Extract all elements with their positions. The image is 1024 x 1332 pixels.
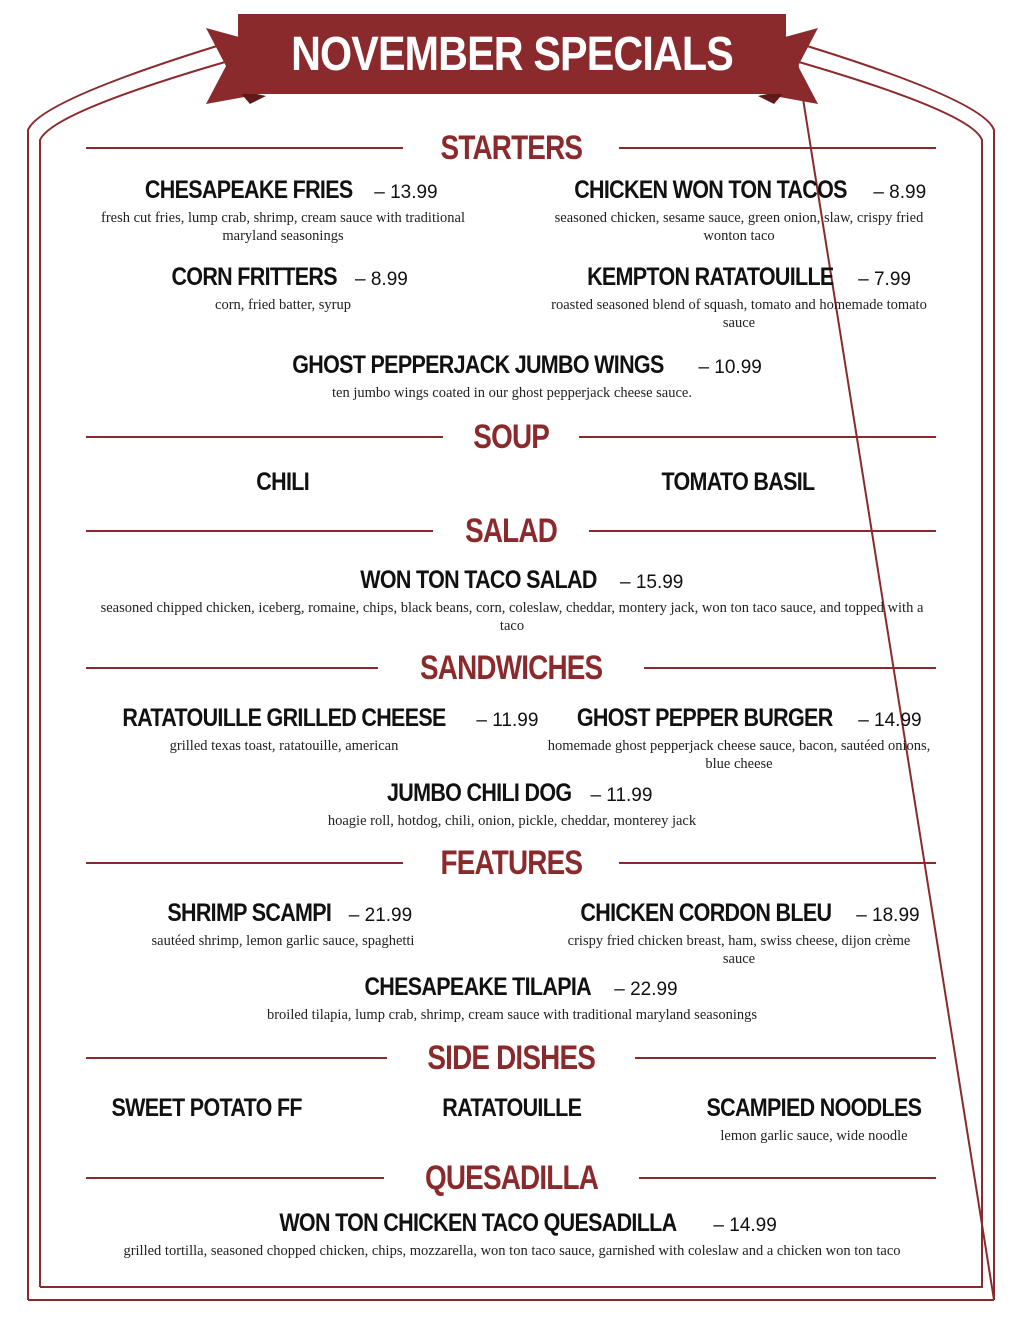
menu-item-won-ton-taco-salad	[90, 566, 934, 635]
divider-right	[639, 1177, 937, 1179]
item-description: fresh cut fries, lump crab, shrimp, cream sauce with traditional maryland seasonings	[101, 210, 465, 244]
menu-item-chicken-cordon-bleu	[560, 899, 918, 968]
menu-item-jumbo-chili-dog	[250, 779, 774, 830]
item-description: hoagie roll, hotdog, chili, onion, pickle, cheddar, monterey jack	[327, 813, 697, 829]
divider-right	[644, 667, 936, 669]
item-price: – 11.99	[590, 785, 653, 806]
item-name: SCAMPIED NOODLES	[706, 1094, 922, 1122]
menu-item-chesapeake-tilapia	[180, 973, 844, 1024]
section-quesadilla	[86, 1156, 936, 1200]
divider-right	[619, 862, 936, 864]
section-title: STARTERS	[440, 128, 582, 167]
item-price: – 7.99	[858, 269, 911, 290]
item-description: homemade ghost pepperjack cheese sauce, bacon, sautéed onions, blue cheese	[547, 738, 931, 772]
section-title: SANDWICHES	[419, 648, 603, 687]
item-description: crispy fried chicken breast, ham, swiss cheese, dijon crème sauce	[567, 933, 911, 967]
section-sandwiches	[86, 646, 936, 690]
soup-item-chili	[160, 468, 406, 497]
item-name: GHOST PEPPERJACK JUMBO WINGS	[292, 351, 664, 379]
section-features	[86, 841, 936, 885]
side-item-ratatouille	[400, 1094, 624, 1123]
item-name: JUMBO CHILI DOG	[386, 779, 571, 807]
divider-right	[579, 436, 936, 438]
side-item-scampied-noodles	[680, 1094, 948, 1145]
item-price: – 14.99	[713, 1215, 777, 1236]
divider-left	[86, 147, 403, 149]
divider-left	[86, 862, 403, 864]
item-name: SWEET POTATO FF	[111, 1094, 303, 1122]
menu-item-ghost-pepper-burger	[540, 704, 938, 773]
item-name: TOMATO BASIL	[661, 468, 815, 496]
item-name: CORN FRITTERS	[171, 263, 338, 291]
section-title: QUESADILLA	[424, 1158, 598, 1197]
section-soup	[86, 415, 936, 459]
item-price: – 18.99	[856, 905, 920, 926]
item-name: SHRIMP SCAMPI	[167, 899, 332, 927]
item-price: – 15.99	[619, 572, 684, 593]
divider-left	[86, 1057, 387, 1059]
section-side-dishes	[86, 1036, 936, 1080]
section-salad	[86, 509, 936, 553]
divider-right	[589, 530, 936, 532]
item-price: – 14.99	[858, 710, 922, 731]
item-price: – 22.99	[614, 979, 678, 1000]
section-title: SIDE DISHES	[427, 1038, 595, 1077]
menu-item-ghost-pepperjack-wings	[200, 351, 824, 402]
divider-left	[86, 530, 433, 532]
divider-left	[86, 436, 443, 438]
section-title: FEATURES	[440, 843, 582, 882]
divider-right	[635, 1057, 936, 1059]
item-name: CHILI	[256, 468, 310, 496]
menu-item-shrimp-scampi	[100, 899, 466, 950]
item-name: WON TON CHICKEN TACO QUESADILLA	[279, 1209, 677, 1237]
item-description: grilled tortilla, seasoned chopped chicken, chips, mozzarella, won ton taco sauce, garnished with coleslaw and a chicken won ton taco	[123, 1243, 901, 1259]
section-title: SALAD	[465, 511, 557, 550]
item-name: CHESAPEAKE TILAPIA	[364, 973, 592, 1001]
divider-left	[86, 1177, 384, 1179]
divider-left	[86, 667, 378, 669]
soup-item-tomato-basil	[600, 468, 876, 497]
item-price: – 13.99	[374, 182, 438, 203]
item-name: RATATOUILLE GRILLED CHEESE	[122, 704, 446, 732]
item-description: roasted seasoned blend of squash, tomato and homemade tomato sauce	[551, 297, 927, 331]
item-description: seasoned chipped chicken, iceberg, romaine, chips, black beans, corn, coleslaw, cheddar, montery jack, won ton taco sauce, and topped with a taco	[100, 600, 924, 634]
item-price: – 8.99	[355, 269, 408, 290]
item-name: CHESAPEAKE FRIES	[145, 176, 353, 204]
item-description: broiled tilapia, lump crab, shrimp, cream sauce with traditional maryland seasonings	[266, 1007, 758, 1023]
side-item-sweet-potato-ff	[90, 1094, 324, 1123]
menu-item-chesapeake-fries	[100, 176, 466, 245]
menu-item-won-ton-chicken-taco-quesadilla	[88, 1209, 936, 1260]
item-description: corn, fried batter, syrup	[215, 297, 351, 313]
section-starters	[86, 126, 936, 170]
item-description: seasoned chicken, sesame sauce, green onion, slaw, crispy fried wonton taco	[554, 210, 924, 244]
item-description: lemon garlic sauce, wide noodle	[720, 1128, 908, 1144]
item-name: GHOST PEPPER BURGER	[577, 704, 833, 732]
item-name: CHICKEN CORDON BLEU	[580, 899, 832, 927]
item-name: KEMPTON RATATOUILLE	[587, 263, 834, 291]
menu-title: NOVEMBER SPECIALS	[291, 27, 733, 81]
item-name: RATATOUILLE	[442, 1094, 582, 1122]
menu-item-corn-fritters	[100, 263, 466, 314]
item-description: sautéed shrimp, lemon garlic sauce, spaghetti	[151, 933, 415, 949]
item-name: CHICKEN WON TON TACOS	[574, 176, 847, 204]
item-description: grilled texas toast, ratatouille, american	[169, 738, 399, 754]
item-description: ten jumbo wings coated in our ghost pepperjack cheese sauce.	[332, 385, 692, 401]
item-name: WON TON TACO SALAD	[359, 566, 597, 594]
item-price: – 21.99	[348, 905, 413, 926]
menu-item-kempton-ratatouille	[544, 263, 934, 332]
menu-item-chicken-won-ton-tacos	[544, 176, 934, 245]
divider-right	[619, 147, 936, 149]
item-price: – 10.99	[698, 357, 762, 378]
section-title: SOUP	[473, 417, 549, 456]
menu-item-ratatouille-grilled-cheese	[96, 704, 539, 755]
item-price: – 11.99	[476, 710, 539, 731]
item-price: – 8.99	[873, 182, 927, 203]
